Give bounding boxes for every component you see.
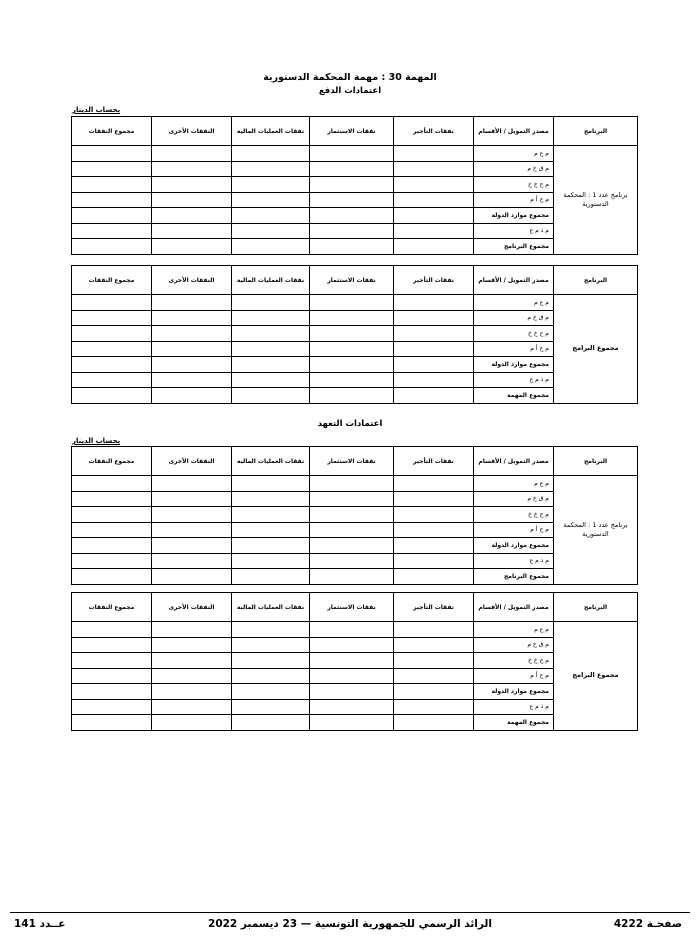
funding-source-label: م ق خ م [474,491,554,507]
funding-source-label: م ع م [474,476,554,492]
funding-source-label: م ح خ خ [474,177,554,193]
column-header: نفقات الاستثمار [310,593,394,622]
table-row [72,668,638,684]
funding-source-label: مجموع موارد الدولة [474,538,554,554]
funding-source-label: مجموع البرنامج [474,569,554,585]
funding-source-label: م ح خ خ [474,326,554,342]
table-row [72,491,638,507]
table-row [72,326,638,342]
funding-source-label: م ح أ م [474,192,554,208]
funding-source-label: م ق خ م [474,637,554,653]
column-header: نفقات العمليات المالية [232,447,310,476]
funding-source-label: م ق خ م [474,310,554,326]
column-header: نفقات التأجير [394,447,474,476]
mission-title: المهمة 30 : مهمة المحكمة الدستورية [263,72,437,83]
unit-label: بحساب الدينار [72,437,121,445]
funding-source-label: مجموع موارد الدولة [474,684,554,700]
column-header: مجموع النفقات [72,117,152,146]
table-row [72,239,638,255]
funding-source-label: مجموع موارد الدولة [474,208,554,224]
funding-source-label: م ع م [474,622,554,638]
payment-program-table [71,116,638,255]
table-row [72,310,638,326]
column-header: نفقات العمليات المالية [232,593,310,622]
unit-label: بحساب الدينار [72,106,121,114]
funding-source-label: م ذ م ع [474,699,554,715]
table-row [72,341,638,357]
funding-source-label: م ذ م ع [474,553,554,569]
column-header: نفقات التأجير [394,117,474,146]
column-header: مصدر التمويل / الأقسام [474,117,554,146]
payment-section-title: اعتمادات الدفع [318,86,382,96]
payment-mission-table [71,265,638,404]
table-row [72,699,638,715]
column-header: مصدر التمويل / الأقسام [474,593,554,622]
column-header: البرنامج [554,593,638,622]
table-header-row [72,117,638,146]
footer-page-number: صفحـة 4222 [613,918,682,930]
table-row [72,522,638,538]
program-label: برنامج عدد 1 : المحكمة الدستورية [554,146,638,255]
funding-source-label: م ح أ م [474,522,554,538]
column-header: البرنامج [554,447,638,476]
column-header: مصدر التمويل / الأقسام [474,447,554,476]
footer-journal-title: الرائد الرسمي للجمهورية التونسية — 23 ديسمبر 2022 [208,918,492,930]
column-header: مجموع النفقات [72,593,152,622]
table-header-row [72,266,638,295]
column-header: نفقات العمليات المالية [232,117,310,146]
table-header-row [72,447,638,476]
commitment-mission-table [71,592,638,731]
commitment-section-title: اعتمادات التعهد [317,419,383,429]
table-row [72,357,638,373]
programs-total-label: مجموع البرامج [554,622,638,731]
column-header: نفقات الاستثمار [310,447,394,476]
column-header: نفقات العمليات المالية [232,266,310,295]
column-header: نفقات الاستثمار [310,266,394,295]
column-header: البرنامج [554,266,638,295]
funding-source-label: مجموع موارد الدولة [474,357,554,373]
footer-divider [10,912,690,913]
funding-source-label: م ع م [474,295,554,311]
table-row [72,553,638,569]
funding-source-label: م ح أ م [474,341,554,357]
funding-source-label: م ح خ خ [474,507,554,523]
column-header: النفقات الأخرى [152,117,232,146]
table-row [72,223,638,239]
programs-total-label: مجموع البرامج [554,295,638,404]
table-row [72,715,638,731]
column-header: النفقات الأخرى [152,447,232,476]
funding-source-label: مجموع المهمة [474,388,554,404]
table-row [72,146,638,162]
column-header: مجموع النفقات [72,266,152,295]
table-row [72,161,638,177]
column-header: مصدر التمويل / الأقسام [474,266,554,295]
footer-issue-number: عــدد 141 [14,918,66,930]
table-row [72,653,638,669]
table-row [72,177,638,193]
column-header: مجموع النفقات [72,447,152,476]
table-row [72,622,638,638]
table-row [72,208,638,224]
table-row [72,476,638,492]
funding-source-label: م ح خ خ [474,653,554,669]
table-row [72,388,638,404]
column-header: نفقات التأجير [394,266,474,295]
funding-source-label: م ذ م ع [474,223,554,239]
funding-source-label: م ح أ م [474,668,554,684]
funding-source-label: م ع م [474,146,554,162]
table-row [72,192,638,208]
table-row [72,684,638,700]
table-row [72,637,638,653]
commitment-program-table [71,446,638,585]
funding-source-label: مجموع البرنامج [474,239,554,255]
table-row [72,507,638,523]
column-header: النفقات الأخرى [152,266,232,295]
funding-source-label: مجموع المهمة [474,715,554,731]
table-row [72,538,638,554]
table-row [72,569,638,585]
table-header-row [72,593,638,622]
funding-source-label: م ذ م ع [474,372,554,388]
table-row [72,295,638,311]
column-header: نفقات الاستثمار [310,117,394,146]
program-label: برنامج عدد 1 : المحكمة الدستورية [554,476,638,585]
table-row [72,372,638,388]
column-header: البرنامج [554,117,638,146]
column-header: النفقات الأخرى [152,593,232,622]
column-header: نفقات التأجير [394,593,474,622]
funding-source-label: م ق خ م [474,161,554,177]
